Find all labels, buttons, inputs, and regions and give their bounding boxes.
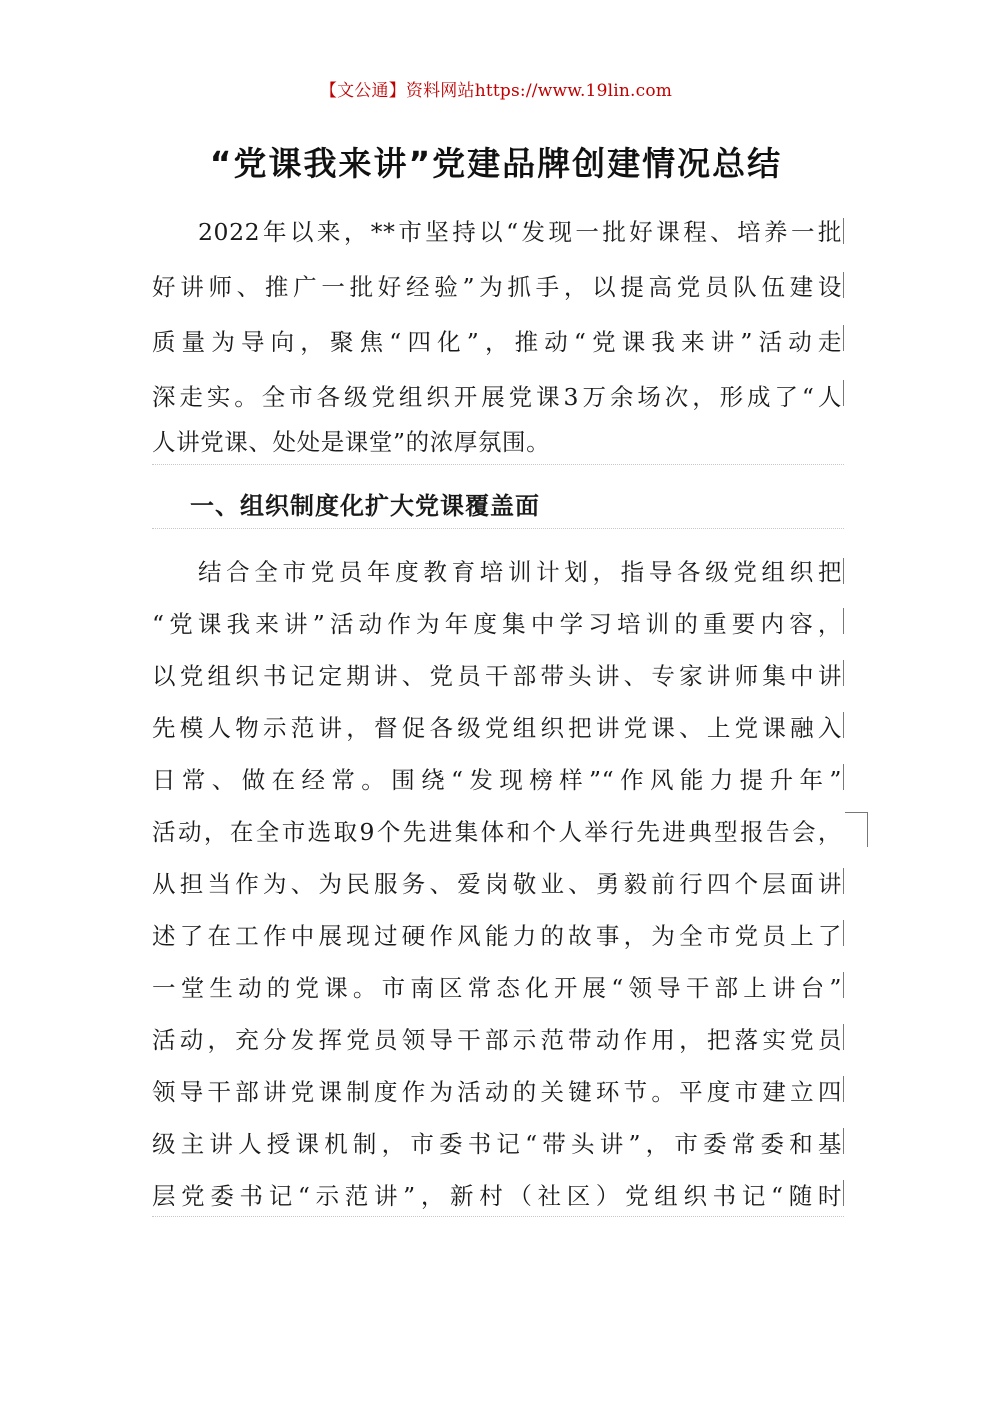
paragraph-line: 从担当作为、为民服务、爱岗敬业、勇毅前行四个层面讲 — [152, 870, 842, 898]
section-heading: 一、组织制度化扩大党课覆盖面 — [190, 492, 540, 520]
paragraph-line: 深走实。全市各级党组织开展党课3万余场次，形成了“人 — [152, 383, 842, 411]
paragraph-line: 结合全市党员年度教育培训计划，指导各级党组织把 — [198, 558, 842, 586]
paragraph-line: 质量为导向，聚焦“四化”，推动“党课我来讲”活动走 — [152, 328, 842, 356]
paragraph-line: 人讲党课、处处是课堂”的浓厚氛围。 — [152, 428, 551, 456]
paragraph-line: 活动，充分发挥党员领导干部示范带动作用，把落实党员 — [152, 1026, 842, 1054]
paragraph-line: 日常、做在经常。围绕“发现榜样”“作风能力提升年” — [152, 766, 842, 794]
source-link[interactable]: 【文公通】资料网站https://www.19lin.com — [319, 81, 673, 101]
line-end-marker — [843, 1180, 844, 1206]
paragraph-line: 以党组织书记定期讲、党员干部带头讲、专家讲师集中讲 — [152, 662, 842, 690]
paragraph-divider — [152, 528, 844, 529]
paragraph-line: 好讲师、推广一批好经验”为抓手，以提高党员队伍建设 — [152, 273, 842, 301]
paragraph-line: 先模人物示范讲，督促各级党组织把讲党课、上党课融入 — [152, 714, 842, 742]
document-title: “党课我来讲”党建品牌创建情况总结 — [209, 144, 783, 183]
paragraph-divider — [152, 464, 844, 465]
line-end-marker — [843, 764, 844, 790]
paragraph-line: 活动，在全市选取9个先进集体和个人举行先进典型报告会， — [152, 818, 842, 846]
line-end-marker — [843, 660, 844, 686]
line-end-marker — [843, 1128, 844, 1154]
line-end-marker — [843, 1076, 844, 1102]
line-end-marker — [843, 272, 844, 298]
line-end-marker — [843, 218, 844, 244]
line-end-marker — [843, 712, 844, 738]
paragraph-line: “党课我来讲”活动作为年度集中学习培训的重要内容， — [152, 610, 842, 638]
line-end-marker — [843, 380, 844, 406]
paragraph-line: 2022年以来，**市坚持以“发现一批好课程、培养一批 — [198, 218, 842, 246]
paragraph-line: 层党委书记“示范讲”，新村（社区）党组织书记“随时 — [152, 1182, 842, 1210]
line-end-marker — [843, 868, 844, 894]
paragraph-line: 级主讲人授课机制，市委书记“带头讲”，市委常委和基 — [152, 1130, 842, 1158]
line-end-marker — [843, 558, 844, 584]
line-overflow-marker — [845, 812, 868, 847]
paragraph-divider — [152, 1216, 844, 1217]
line-end-marker — [843, 325, 844, 351]
line-end-marker — [843, 608, 844, 634]
paragraph-line: 述了在工作中展现过硬作风能力的故事，为全市党员上了 — [152, 922, 842, 950]
line-end-marker — [843, 920, 844, 946]
line-end-marker — [843, 1024, 844, 1050]
line-end-marker — [843, 972, 844, 998]
paragraph-line: 领导干部讲党课制度作为活动的关键环节。平度市建立四 — [152, 1078, 842, 1106]
paragraph-line: 一堂生动的党课。市南区常态化开展“领导干部上讲台” — [152, 974, 842, 1002]
